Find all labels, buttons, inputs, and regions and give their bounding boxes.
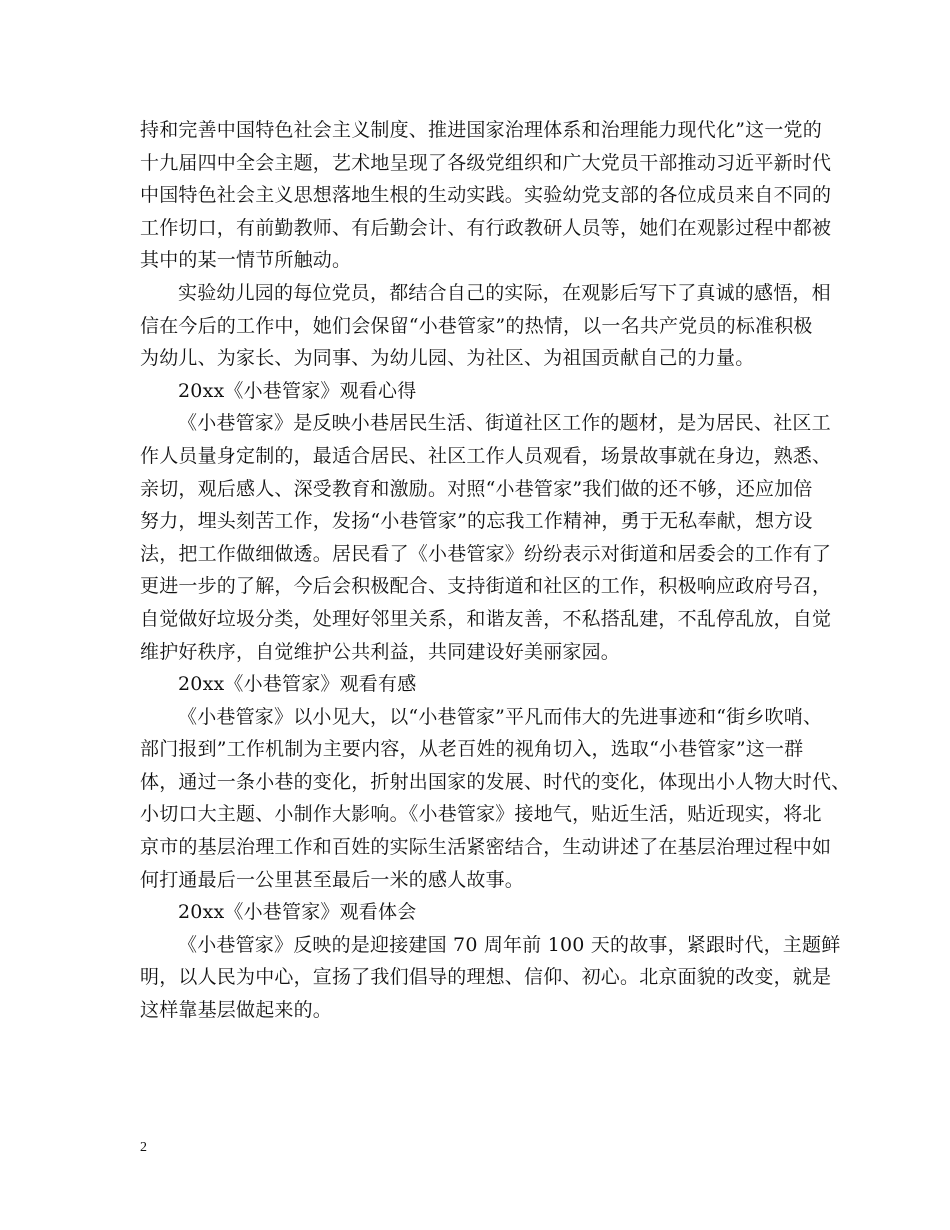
- text-line: 《小巷管家》是反映小巷居民生活、街道社区工作的题材，是为居民、社区工: [178, 412, 831, 435]
- text-line: 小切口大主题、小制作大影响。《小巷管家》接地气，贴近生活，贴近现实，将北: [140, 803, 822, 826]
- text-line: 持和完善中国特色社会主义制度、推进国家治理体系和治理能力现代化”这一党的: [140, 119, 822, 141]
- body-text: [140, 114, 851, 1027]
- text-line: 作人员量身定制的，最适合居民、社区工作人员观看，场景故事就在身边，熟悉、: [140, 444, 832, 467]
- text-line: 为幼儿、为家长、为同事、为幼儿园、为社区、为祖国贡献自己的力量。: [140, 347, 755, 370]
- text-line: 实验幼儿园的每位党员，都结合自己的实际，在观影后写下了真诚的感悟，相: [178, 281, 831, 304]
- text-line: 《小巷管家》以小见大，以“小巷管家”平凡而伟大的先进事迹和“街乡吹哨、: [178, 705, 823, 728]
- section-heading: 20xx《小巷管家》观看体会: [178, 901, 417, 924]
- section-heading: 20xx《小巷管家》观看心得: [178, 379, 417, 402]
- section-heading: 20xx《小巷管家》观看有感: [178, 673, 417, 696]
- text-line: 信在今后的工作中，她们会保留“小巷管家”的热情，以一名共产党员的标准积极: [140, 314, 813, 337]
- text-line: 这样靠基层做起来的。: [140, 999, 333, 1022]
- text-line: 何打通最后一公里甚至最后一米的感人故事。: [140, 868, 525, 891]
- text-line: 其中的某一情节所触动。: [140, 249, 352, 272]
- page-number: 2: [140, 1140, 147, 1155]
- text-line: 体，通过一条小巷的变化，折射出国家的发展、时代的变化，体现出小人物大时代、: [140, 770, 851, 793]
- text-line: 《小巷管家》反映的是迎接建国 70 周年前 100 天的故事，紧跟时代，主题鲜: [178, 933, 841, 956]
- text-line: 工作切口，有前勤教师、有后勤会计、有行政教研人员等，她们在观影过程中都被: [140, 216, 832, 239]
- text-line: 部门报到”工作机制为主要内容，从老百姓的视角切入，选取“小巷管家”这一群: [140, 738, 804, 761]
- text-line: 十九届四中全会主题，艺术地呈现了各级党组织和广大党员干部推动习近平新时代: [140, 151, 832, 174]
- text-line: 法，把工作做细做透。居民看了《小巷管家》纷纷表示对街道和居委会的工作有了: [140, 542, 832, 565]
- text-line: 自觉做好垃圾分类，处理好邻里关系，和谐友善，不私搭乱建，不乱停乱放，自觉: [140, 607, 832, 630]
- text-line: 明，以人民为中心，宣扬了我们倡导的理想、信仰、初心。北京面貌的改变，就是: [140, 966, 832, 989]
- text-line: 中国特色社会主义思想落地生根的生动实践。实验幼党支部的各位成员来自不同的: [140, 184, 832, 207]
- text-line: 亲切，观后感人、深受教育和激励。对照“小巷管家”我们做的还不够，还应加倍: [140, 477, 813, 500]
- text-line: 维护好秩序，自觉维护公共利益，共同建设好美丽家园。: [140, 640, 621, 663]
- text-line: 更进一步的了解，今后会积极配合、支持街道和社区的工作，积极响应政府号召，: [140, 575, 832, 598]
- text-line: 努力，埋头刻苦工作，发扬“小巷管家”的忘我工作精神，勇于无私奉献，想方设: [140, 510, 813, 533]
- text-line: 京市的基层治理工作和百姓的实际生活紧密结合，生动讲述了在基层治理过程中如: [140, 836, 832, 859]
